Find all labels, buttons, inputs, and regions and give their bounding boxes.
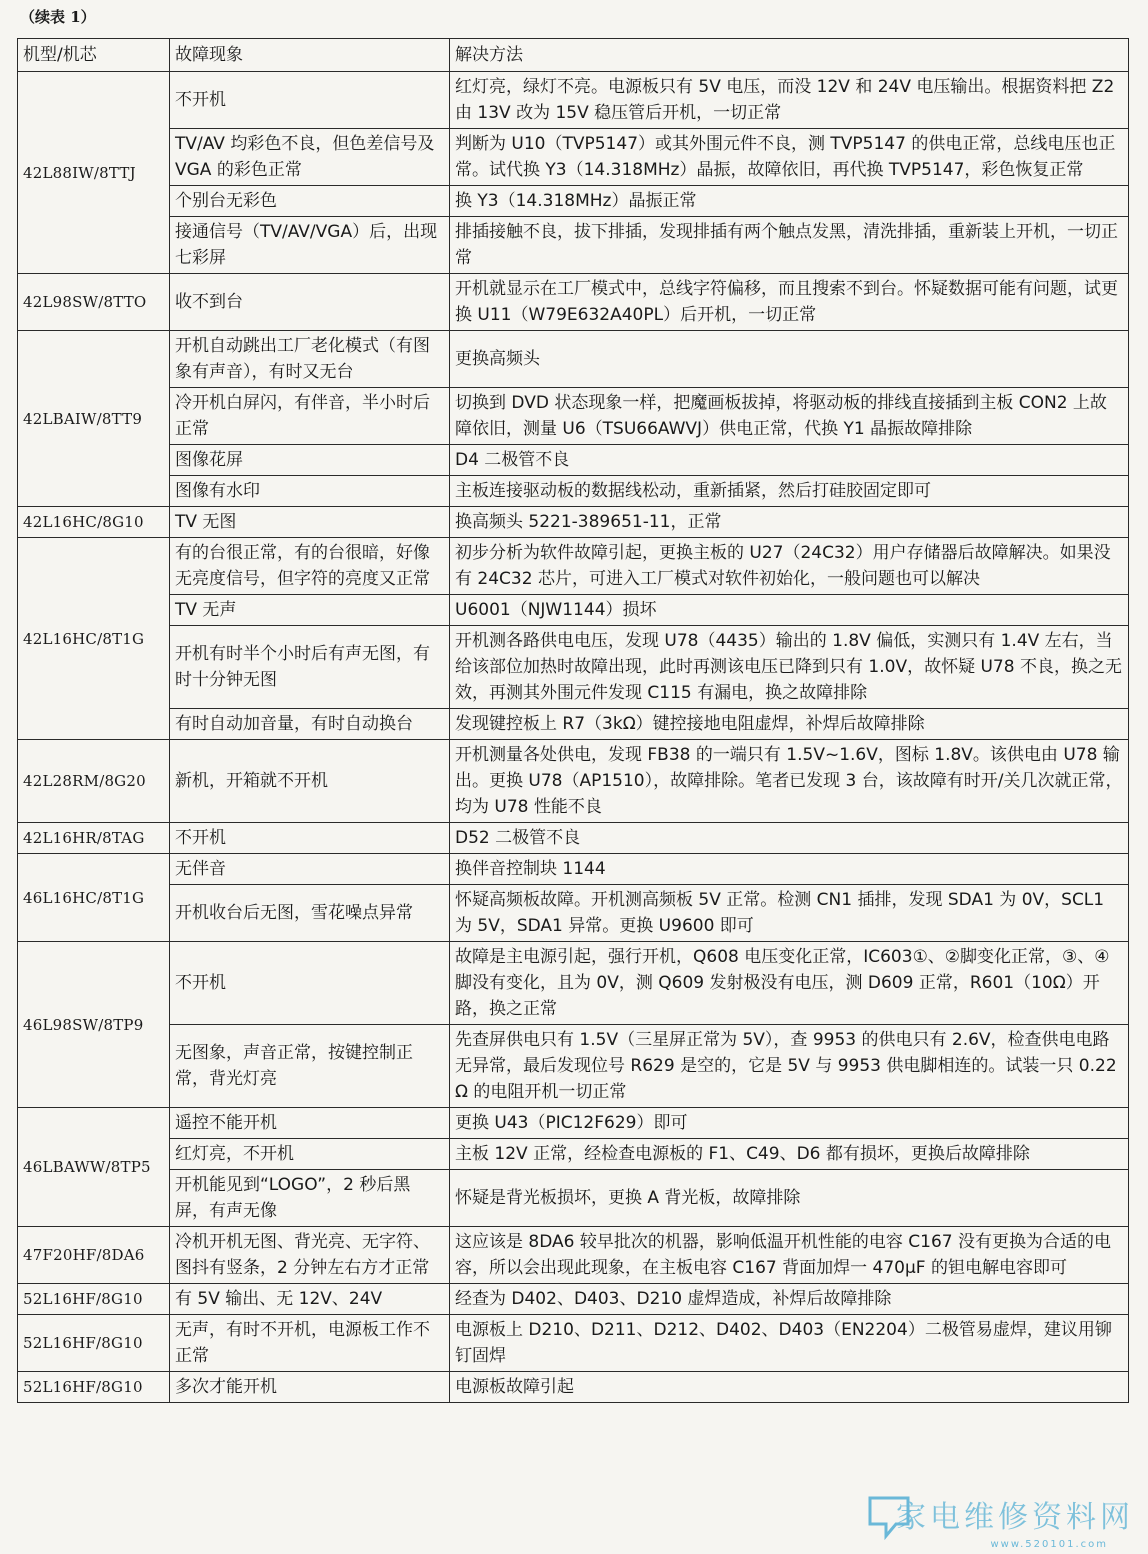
solution-cell: 排插接触不良，拔下排插，发现排插有两个触点发黑，清洗排插，重新装上开机，一切正常: [450, 217, 1129, 274]
solution-cell: 更换高频头: [450, 331, 1129, 388]
symptom-cell: 新机，开箱就不开机: [170, 740, 450, 823]
model-cell: 42L16HC/8T1G: [18, 538, 170, 740]
table-row: [18, 72, 1129, 129]
solution-cell: 电源板上 D210、D211、D212、D402、D403（EN2204）二极管易虚焊，建议用铆钉固焊: [450, 1315, 1129, 1372]
header-model: 机型/机芯: [18, 39, 170, 72]
solution-cell: 红灯亮，绿灯不亮。电源板只有 5V 电压，而没 12V 和 24V 电压输出。根据资料把 Z2 由 13V 改为 15V 稳压管后开机，一切正常: [450, 72, 1129, 129]
solution-cell: 换 Y3（14.318MHz）晶振正常: [450, 186, 1129, 217]
table-caption: （续表 1）: [20, 8, 96, 26]
table-row: [18, 626, 1129, 709]
symptom-cell: 无声，有时不开机，电源板工作不正常: [170, 1315, 450, 1372]
symptom-cell: 无伴音: [170, 854, 450, 885]
solution-cell: 这应该是 8DA6 较早批次的机器，影响低温开机性能的电容 C167 没有更换为合适的电容，所以会出现此现象，在主板电容 C167 背面加焊一 470μF 的钽电解电容即可: [450, 1227, 1129, 1284]
solution-cell: D4 二极管不良: [450, 445, 1129, 476]
solution-cell: 电源板故障引起: [450, 1372, 1129, 1403]
solution-cell: 切换到 DVD 状态现象一样，把魔画板拔掉，将驱动板的排线直接插到主板 CON2 上故障依旧，测量 U6（TSU66AWVJ）供电正常，代换 Y1 晶振故障排除: [450, 388, 1129, 445]
header-solution: 解决方法: [450, 39, 1129, 72]
solution-cell: 主板 12V 正常，经检查电源板的 F1、C49、D6 都有损坏，更换后故障排除: [450, 1139, 1129, 1170]
model-cell: 42LBAIW/8TT9: [18, 331, 170, 507]
model-cell: 42L88IW/8TTJ: [18, 72, 170, 274]
table-row: [18, 129, 1129, 186]
symptom-cell: 不开机: [170, 942, 450, 1025]
solution-cell: 发现键控板上 R7（3kΩ）键控接地电阻虚焊，补焊后故障排除: [450, 709, 1129, 740]
solution-cell: 故障是主电源引起，强行开机，Q608 电压变化正常，IC603①、②脚变化正常，③、④脚没有变化，且为 0V，测 Q609 发射极没有电压，测 D609 正常，R601（10Ω）开路，换之正常: [450, 942, 1129, 1025]
solution-cell: 怀疑是背光板损坏，更换 A 背光板，故障排除: [450, 1170, 1129, 1227]
model-cell: 42L98SW/8TTO: [18, 274, 170, 331]
model-cell: 42L16HR/8TAG: [18, 823, 170, 854]
solution-cell: 换伴音控制块 1144: [450, 854, 1129, 885]
solution-cell: D52 二极管不良: [450, 823, 1129, 854]
header-symptom: 故障现象: [170, 39, 450, 72]
table-row: [18, 1227, 1129, 1284]
table-row: [18, 1139, 1129, 1170]
solution-cell: 怀疑高频板故障。开机测高频板 5V 正常。检测 CN1 插排，发现 SDA1 为 0V，SCL1 为 5V，SDA1 异常。更换 U9600 即可: [450, 885, 1129, 942]
symptom-cell: 冷开机白屏闪，有伴音，半小时后正常: [170, 388, 450, 445]
solution-cell: 开机就显示在工厂模式中，总线字符偏移，而且搜索不到台。怀疑数据可能有问题，试更换 U11（W79E632A40PL）后开机，一切正常: [450, 274, 1129, 331]
symptom-cell: 不开机: [170, 823, 450, 854]
solution-cell: 主板连接驱动板的数据线松动，重新插紧，然后打硅胶固定即可: [450, 476, 1129, 507]
symptom-cell: 接通信号（TV/AV/VGA）后，出现七彩屏: [170, 217, 450, 274]
solution-cell: 更换 U43（PIC12F629）即可: [450, 1108, 1129, 1139]
symptom-cell: 图像花屏: [170, 445, 450, 476]
symptom-cell: TV/AV 均彩色不良，但色差信号及 VGA 的彩色正常: [170, 129, 450, 186]
symptom-cell: 冷机开机无图、背光亮、无字符、图抖有竖条，2 分钟左右方才正常: [170, 1227, 450, 1284]
symptom-cell: 无图象，声音正常，按键控制正常，背光灯亮: [170, 1025, 450, 1108]
table-row: [18, 823, 1129, 854]
model-cell: 42L28RM/8G20: [18, 740, 170, 823]
symptom-cell: TV 无图: [170, 507, 450, 538]
solution-cell: 开机测各路供电电压，发现 U78（4435）输出的 1.8V 偏低，实测只有 1.4V 左右，当给该部位加热时故障出现，此时再测该电压已降到只有 1.0V，故怀疑 U78 不良，换之无效，再测其外围元件发现 C115 有漏电，换之故障排除: [450, 626, 1129, 709]
model-cell: 46LBAWW/8TP5: [18, 1108, 170, 1227]
symptom-cell: 开机能见到“LOGO”，2 秒后黑屏，有声无像: [170, 1170, 450, 1227]
symptom-cell: 个别台无彩色: [170, 186, 450, 217]
table-row: [18, 740, 1129, 823]
table-row: [18, 709, 1129, 740]
solution-cell: 换高频头 5221-389651-11，正常: [450, 507, 1129, 538]
table-row: [18, 885, 1129, 942]
solution-cell: 经查为 D402、D403、D210 虚焊造成，补焊后故障排除: [450, 1284, 1129, 1315]
symptom-cell: 开机有时半个小时后有声无图，有时十分钟无图: [170, 626, 450, 709]
symptom-cell: 图像有水印: [170, 476, 450, 507]
solution-cell: 初步分析为软件故障引起，更换主板的 U27（24C32）用户存储器后故障解决。如果没有 24C32 芯片，可进入工厂模式对软件初始化，一般问题也可以解决: [450, 538, 1129, 595]
symptom-cell: TV 无声: [170, 595, 450, 626]
table-row: [18, 274, 1129, 331]
table-row: [18, 476, 1129, 507]
header-row: [18, 39, 1129, 72]
symptom-cell: 不开机: [170, 72, 450, 129]
table-row: [18, 942, 1129, 1025]
model-cell: 52L16HF/8G10: [18, 1315, 170, 1372]
table-row: [18, 217, 1129, 274]
table-row: [18, 507, 1129, 538]
model-cell: 52L16HF/8G10: [18, 1372, 170, 1403]
table-row: [18, 1372, 1129, 1403]
table-body: [18, 72, 1129, 1403]
watermark-url: www.520101.com: [990, 1539, 1108, 1550]
symptom-cell: 遥控不能开机: [170, 1108, 450, 1139]
symptom-cell: 开机自动跳出工厂老化模式（有图象有声音），有时又无台: [170, 331, 450, 388]
model-cell: 42L16HC/8G10: [18, 507, 170, 538]
symptom-cell: 有时自动加音量，有时自动换台: [170, 709, 450, 740]
table-row: [18, 186, 1129, 217]
table-row: [18, 538, 1129, 595]
table-row: [18, 1108, 1129, 1139]
symptom-cell: 收不到台: [170, 274, 450, 331]
symptom-cell: 红灯亮，不开机: [170, 1139, 450, 1170]
table-row: [18, 1025, 1129, 1108]
table-row: [18, 854, 1129, 885]
model-cell: 46L98SW/8TP9: [18, 942, 170, 1108]
table-row: [18, 388, 1129, 445]
solution-cell: 先查屏供电只有 1.5V（三星屏正常为 5V），查 9953 的供电只有 2.6V，检查供电电路无异常，最后发现位号 R629 是空的，它是 5V 与 9953 供电脚相连的。试装一只 0.22Ω 的电阻开机一切正常: [450, 1025, 1129, 1108]
table-row: [18, 445, 1129, 476]
solution-cell: U6001（NJW1144）损坏: [450, 595, 1129, 626]
table-row: [18, 595, 1129, 626]
symptom-cell: 开机收台后无图，雪花噪点异常: [170, 885, 450, 942]
model-cell: 52L16HF/8G10: [18, 1284, 170, 1315]
symptom-cell: 有 5V 输出、无 12V、24V: [170, 1284, 450, 1315]
table-row: [18, 1170, 1129, 1227]
model-cell: 46L16HC/8T1G: [18, 854, 170, 942]
symptom-cell: 多次才能开机: [170, 1372, 450, 1403]
solution-cell: 判断为 U10（TVP5147）或其外围元件不良，测 TVP5147 的供电正常，总线电压也正常。试代换 Y3（14.318MHz）晶振，故障依旧，再代换 TVP5147，彩色恢复正常: [450, 129, 1129, 186]
table-row: [18, 1284, 1129, 1315]
symptom-cell: 有的台很正常，有的台很暗，好像无亮度信号，但字符的亮度又正常: [170, 538, 450, 595]
repair-table: [17, 38, 1129, 1403]
watermark-text: 家电维修资料网: [896, 1500, 1134, 1535]
solution-cell: 开机测量各处供电，发现 FB38 的一端只有 1.5V~1.6V，图标 1.8V。该供电由 U78 输出。更换 U78（AP1510），故障排除。笔者已发现 3 台，该故障有时开/关几次就正常，均为 U78 性能不良: [450, 740, 1129, 823]
table-row: [18, 331, 1129, 388]
model-cell: 47F20HF/8DA6: [18, 1227, 170, 1284]
table-row: [18, 1315, 1129, 1372]
